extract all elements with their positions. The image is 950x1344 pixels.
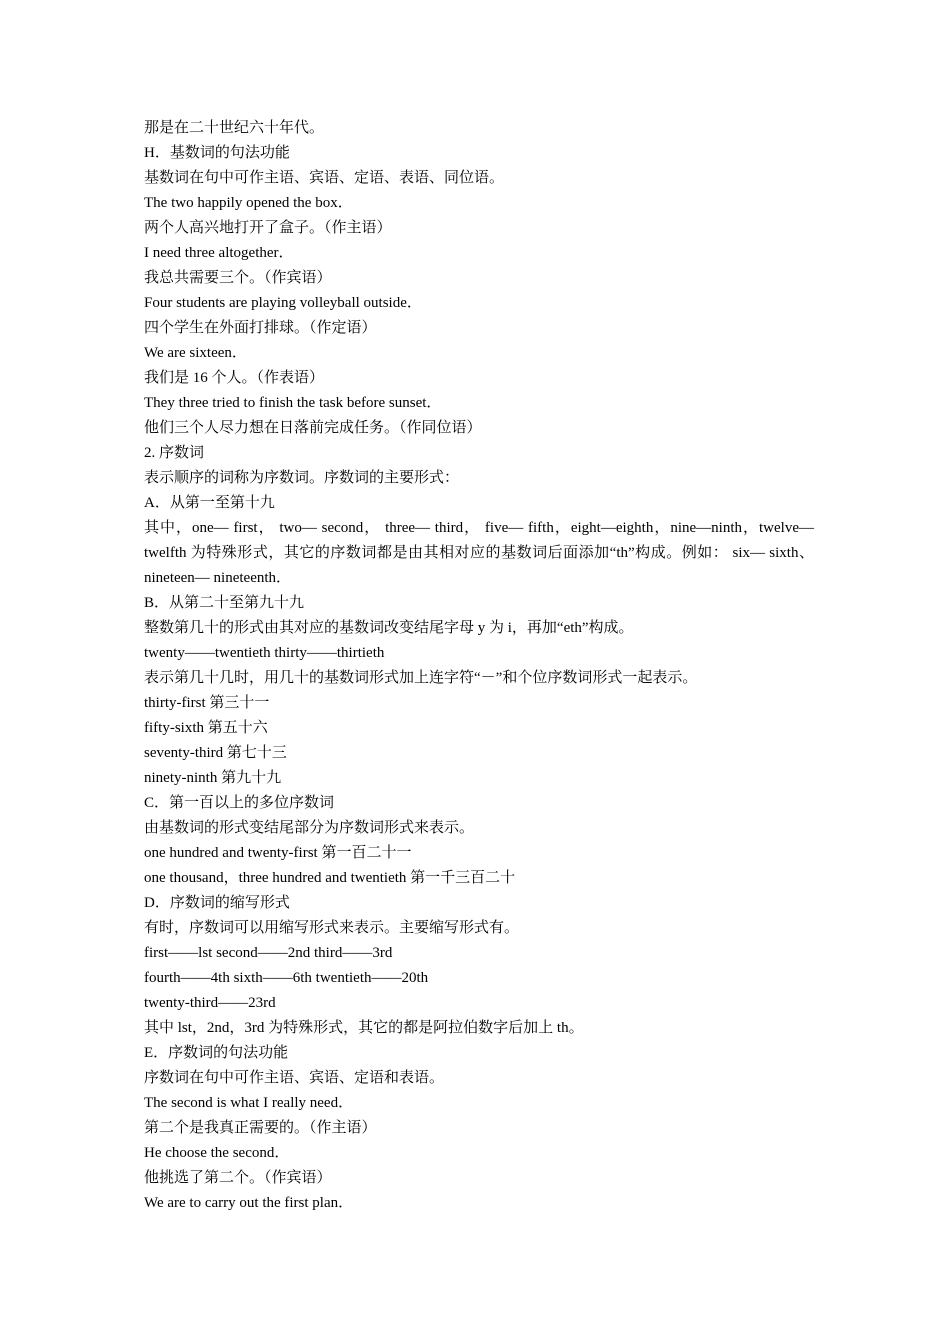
- example-line: ninety-ninth 第九十九: [144, 770, 282, 786]
- text-line: 表示顺序的词称为序数词。序数词的主要形式：: [144, 470, 460, 486]
- example-line: fifty-sixth 第五十六: [144, 720, 268, 736]
- example-line: first——lst second——2nd third——3rd: [144, 945, 393, 961]
- example-line: one thousand，three hundred and twentieth 第一千三百二十: [144, 870, 516, 886]
- example-sentence: They three tried to finish the task before sunset．: [144, 395, 442, 411]
- section-heading-d: D．序数词的缩写形式: [144, 895, 290, 911]
- example-sentence: I need three altogether．: [144, 245, 294, 261]
- text-line: 其中 lst，2nd，3rd 为特殊形式，其它的都是阿拉伯数字后加上 th。: [144, 1020, 584, 1036]
- example-line: thirty-first 第三十一: [144, 695, 270, 711]
- text-line: 表示第几十几时，用几十的基数词形式加上连字符“－”和个位序数词形式一起表示。: [144, 670, 698, 686]
- example-line: one hundred and twenty-first 第一百二十一: [144, 845, 412, 861]
- text-line: 序数词在句中可作主语、宾语、定语和表语。: [144, 1070, 445, 1086]
- example-translation: 四个学生在外面打排球。（作定语）: [144, 320, 377, 336]
- example-sentence: He choose the second．: [144, 1145, 290, 1161]
- text-line: 基数词在句中可作主语、宾语、定语、表语、同位语。: [144, 170, 505, 186]
- document-body: [144, 116, 814, 1216]
- section-heading-ordinal: 2. 序数词: [144, 445, 205, 461]
- example-line: seventy-third 第七十三: [144, 745, 287, 761]
- section-heading-h: H．基数词的句法功能: [144, 145, 290, 161]
- text-line: 整数第几十的形式由其对应的基数词改变结尾字母 y 为 i，再加“eth”构成。: [144, 620, 634, 636]
- example-sentence: We are sixteen．: [144, 345, 247, 361]
- example-line: fourth——4th sixth——6th twentieth——20th: [144, 970, 429, 986]
- text-line: 由基数词的形式变结尾部分为序数词形式来表示。: [144, 820, 475, 836]
- example-sentence: Four students are playing volleyball outside．: [144, 295, 422, 311]
- section-heading-e: E．序数词的句法功能: [144, 1045, 289, 1061]
- example-translation: 第二个是我真正需要的。（作主语）: [144, 1120, 377, 1136]
- section-heading-c: C．第一百以上的多位序数词: [144, 795, 335, 811]
- text-line: 那是在二十世纪六十年代。: [144, 120, 325, 136]
- example-translation: 他们三个人尽力想在日落前完成任务。（作同位语）: [144, 420, 482, 436]
- example-line: twenty-third——23rd: [144, 995, 276, 1011]
- text-line: 有时，序数词可以用缩写形式来表示。主要缩写形式有。: [144, 920, 520, 936]
- example-sentence: We are to carry out the first plan．: [144, 1195, 354, 1211]
- paragraph-a: 其中，one— first， two— second， three— third， five— fifth，eight—eighth，nine—ninth，twelve— twelfth 为特殊形式，其它的序数词都是由其相对应的基数词后面添加“th”构成。例如： six— sixth、nineteen— nineteenth．: [144, 520, 814, 586]
- example-sentence: The two happily opened the box．: [144, 195, 353, 211]
- section-heading-a: A．从第一至第十九: [144, 495, 275, 511]
- example-translation: 两个人高兴地打开了盒子。（作主语）: [144, 220, 392, 236]
- example-translation: 我总共需要三个。（作宾语）: [144, 270, 332, 286]
- example-translation: 他挑选了第二个。（作宾语）: [144, 1170, 332, 1186]
- example-line: twenty——twentieth thirty——thirtieth: [144, 645, 385, 661]
- example-translation: 我们是 16 个人。（作表语）: [144, 370, 325, 386]
- section-heading-b: B．从第二十至第九十九: [144, 595, 305, 611]
- example-sentence: The second is what I really need．: [144, 1095, 354, 1111]
